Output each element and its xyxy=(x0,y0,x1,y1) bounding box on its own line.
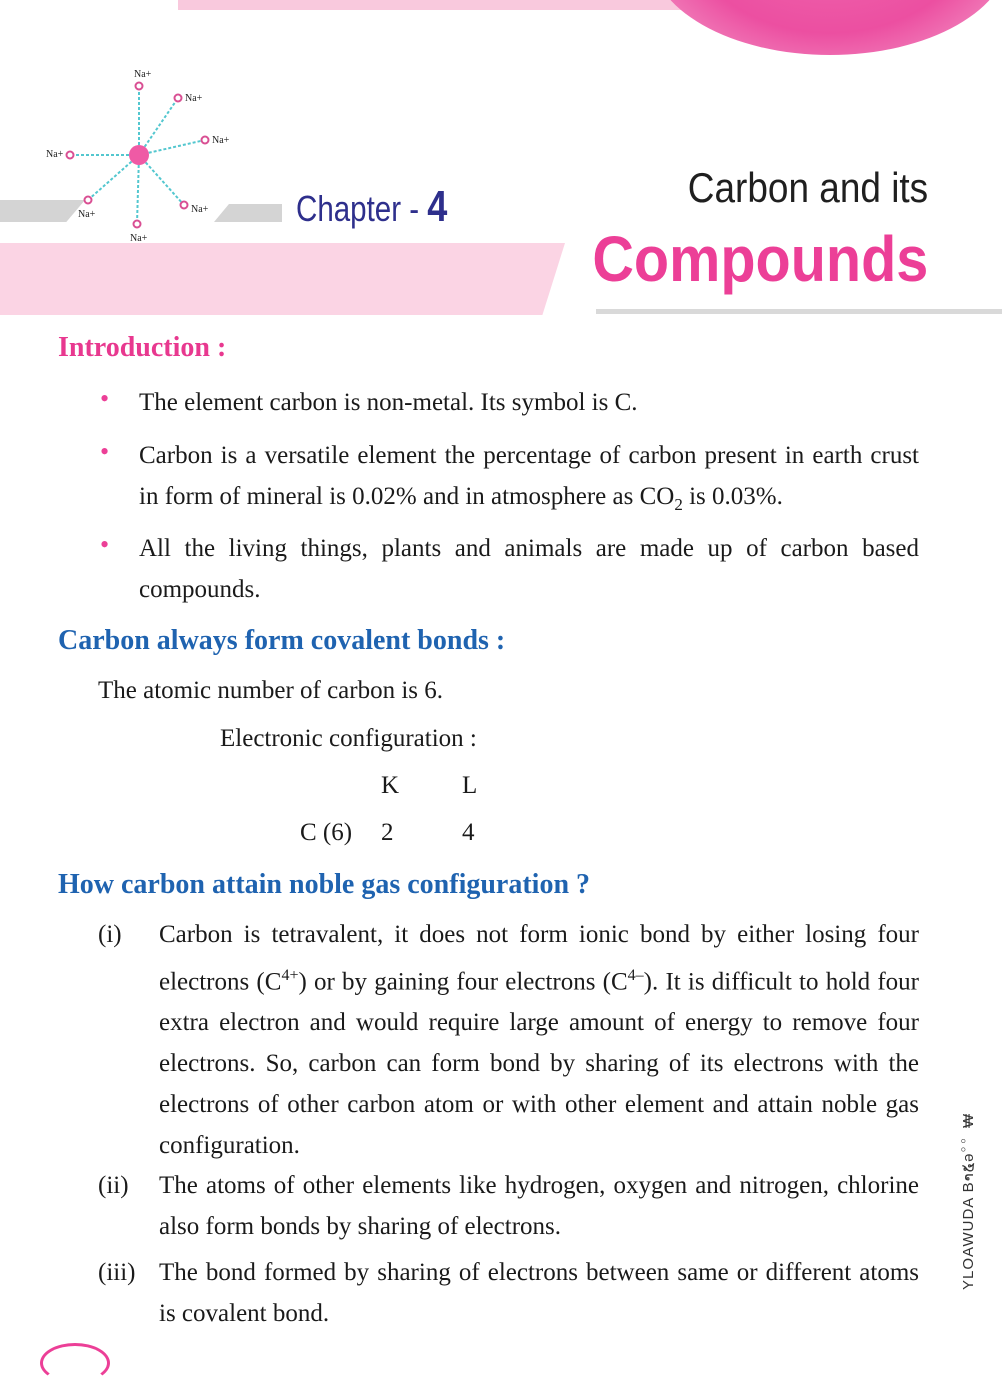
bullet-dot: • xyxy=(100,384,110,413)
ion-label: Na+ xyxy=(78,209,96,220)
bottom-decor-arc xyxy=(40,1343,110,1383)
ion-dot xyxy=(136,83,143,90)
covalent-heading: Carbon always form covalent bonds : xyxy=(58,625,506,656)
ion-label: Na+ xyxy=(130,233,148,244)
bond-zigzag xyxy=(137,155,139,224)
sodium-ion-illustration xyxy=(40,62,250,252)
ion-label: Na+ xyxy=(185,93,203,104)
subscript: 2 xyxy=(674,495,683,514)
ion-label: Na+ xyxy=(191,204,209,215)
atomic-number-text: The atomic number of carbon is 6. xyxy=(98,677,444,704)
chapter-number: 4 xyxy=(427,182,448,231)
bond-zigzag xyxy=(139,98,178,155)
superscript: 4– xyxy=(627,967,644,984)
ion-label: Na+ xyxy=(212,135,230,146)
shell-l-header: L xyxy=(462,772,478,799)
intro-bullet-3: All the living things, plants and animals are made up of carbon based compounds. xyxy=(139,535,919,603)
ion-dot xyxy=(134,221,141,228)
item-1-text: ). It is difficult to hold four extra electron and would require large amount of energy to remove four electrons. So, carbon can form bond by sharing of its electrons with the electrons of other carbon atom or with other element and attain noble gas configuration. xyxy=(159,968,919,1160)
chapter-title-line2: Compounds xyxy=(592,223,928,295)
header-pink-band xyxy=(0,243,565,315)
title-underline xyxy=(596,309,1002,314)
bullet-dot: • xyxy=(100,530,110,559)
element-label: C (6) xyxy=(300,819,353,846)
noble-gas-heading: How carbon attain noble gas configuration ? xyxy=(58,869,591,900)
chapter-text: Chapter - xyxy=(296,188,428,229)
ion-dot xyxy=(202,137,209,144)
shell-k-header: K xyxy=(381,772,400,799)
l-value: 4 xyxy=(462,819,475,846)
bullet-2-text: Carbon is a versatile element the percentage of carbon present in earth crust in form of mineral is 0.02% and in atmosphere as CO xyxy=(139,442,919,510)
ion-label: Na+ xyxy=(46,149,64,160)
item-1-text: ) or by gaining four electrons (C xyxy=(298,968,628,996)
config-label: Electronic configuration : xyxy=(220,725,477,752)
item-1-text: Carbon is tetravalent, it does not form ionic bond by either losing four electrons (C xyxy=(159,921,919,996)
ion-dot xyxy=(181,202,188,209)
bond-zigzag xyxy=(139,155,184,205)
bullet-2-text-end: is 0.03%. xyxy=(682,483,783,510)
intro-bullet-2 xyxy=(139,435,919,525)
bond-zigzag xyxy=(88,155,139,200)
chapter-label xyxy=(296,182,447,232)
ion-dot xyxy=(175,95,182,102)
center-atom xyxy=(129,145,149,165)
bullet-dot: • xyxy=(100,437,110,466)
side-vertical-text: YLOAWUDA Bາ໕ə。。₩ xyxy=(960,1112,977,1290)
introduction-heading: Introduction : xyxy=(58,332,227,363)
item-number: (ii) xyxy=(98,1172,129,1199)
k-value: 2 xyxy=(381,819,394,846)
item-number: (i) xyxy=(98,921,122,948)
noble-item-3: The bond formed by sharing of electrons between same or different atoms is covalent bond. xyxy=(159,1259,919,1327)
ion-label: Na+ xyxy=(134,69,152,80)
noble-item-2: The atoms of other elements like hydrogen, oxygen and nitrogen, chlorine also form bonds by sharing of electrons. xyxy=(159,1172,919,1240)
item-number: (iii) xyxy=(98,1259,136,1286)
chapter-title-line1: Carbon and its xyxy=(687,164,928,211)
intro-bullet-1: The element carbon is non-metal. Its symbol is C. xyxy=(139,389,638,416)
top-decor-circle xyxy=(650,0,1002,55)
ion-dot xyxy=(67,152,74,159)
noble-item-1 xyxy=(159,914,919,1166)
superscript: 4+ xyxy=(281,967,299,984)
top-decor-bar xyxy=(178,0,738,10)
ion-dot xyxy=(85,197,92,204)
